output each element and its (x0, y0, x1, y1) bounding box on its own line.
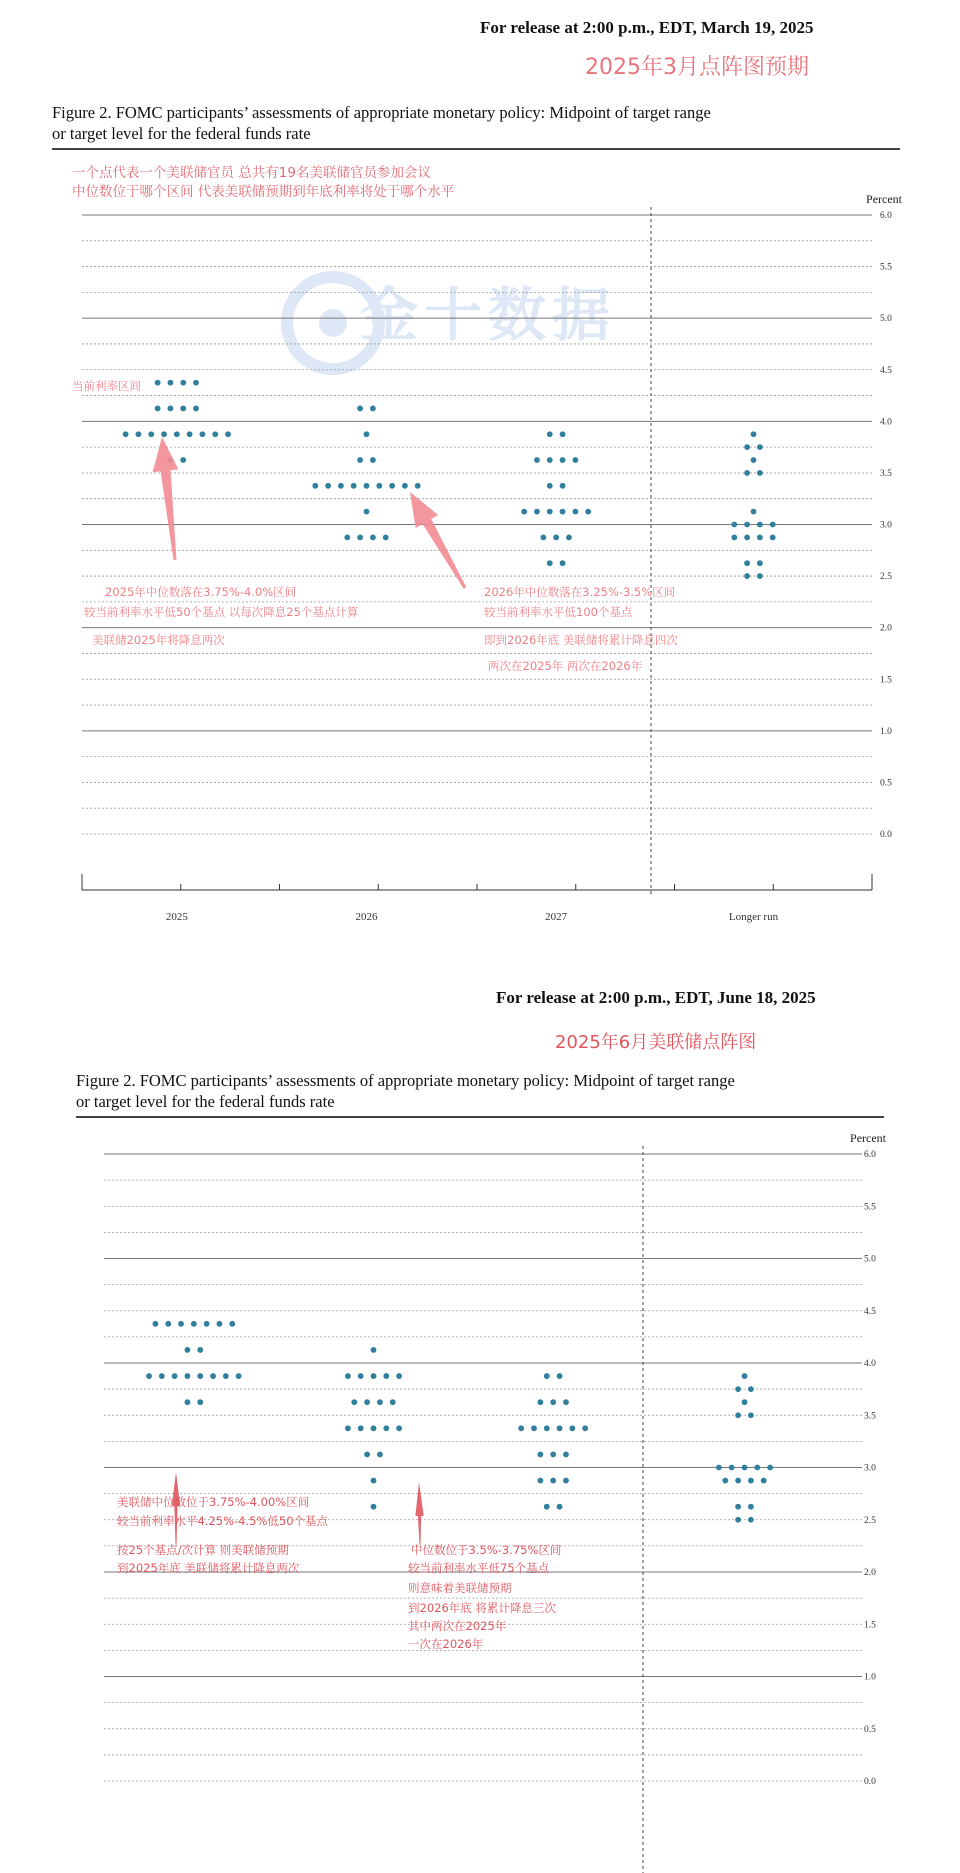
annotation-2026-line3: 即到2026年底 美联储将累计降息四次 (484, 633, 678, 647)
release-date: For release at 2:00 p.m., EDT, March 19, 2025 (480, 18, 814, 37)
panel-subtitle: 2025年6月美联储点阵图 (555, 1032, 757, 1053)
dot-2027 (550, 1399, 556, 1405)
dot-longer-run (757, 573, 763, 579)
dot-2026 (357, 534, 363, 540)
dot-2026 (383, 534, 389, 540)
dot-2025 (197, 1399, 203, 1405)
dot-2026 (364, 509, 370, 515)
annotation-2025-line4: 到2025年底 美联储将累计降息两次 (117, 1561, 300, 1575)
annotation-2025-line3: 按25个基点/次计算 则美联储预期 (117, 1543, 289, 1557)
dot-2026 (364, 1399, 370, 1405)
dot-2025 (155, 380, 161, 386)
dot-2027 (544, 1373, 550, 1379)
y-tick-label: 5.0 (864, 1254, 876, 1265)
dot-2027 (534, 509, 540, 515)
figure-title-line1: Figure 2. FOMC participants’ assessments of appropriate monetary policy: Midpoint of target range (76, 1071, 735, 1090)
y-tick-label: 3.0 (880, 520, 892, 531)
y-tick-label: 3.5 (880, 468, 892, 479)
annotation-2025-line1: 美联储中位数位于3.75%-4.00%区间 (117, 1495, 310, 1509)
annotation-2026-line3: 则意味着美联储预期 (408, 1581, 512, 1595)
dot-2025 (236, 1373, 242, 1379)
dot-longer-run (744, 573, 750, 579)
dot-longer-run (735, 1412, 741, 1418)
dot-2025 (187, 431, 193, 437)
x-category-label: 2026 (355, 911, 378, 923)
dot-2027 (560, 431, 566, 437)
y-tick-label: 2.0 (864, 1568, 876, 1578)
annotation-2025-line1: 2025年中位数落在3.75%-4.0%区间 (105, 585, 297, 599)
dot-longer-run (754, 1465, 760, 1471)
dot-longer-run (744, 470, 750, 476)
dot-2027 (521, 509, 527, 515)
dot-longer-run (742, 1373, 748, 1379)
dot-longer-run (748, 1386, 754, 1392)
dot-2027 (582, 1425, 588, 1431)
dot-longer-run (722, 1478, 728, 1484)
figure-title-line1: Figure 2. FOMC participants’ assessments of appropriate monetary policy: Midpoint of target range (52, 103, 711, 122)
annotation-current-rate: 当前利率区间 (72, 379, 141, 393)
dot-longer-run (729, 1465, 735, 1471)
dot-longer-run (731, 522, 737, 528)
dot-longer-run (748, 1517, 754, 1523)
june-2025-dot-plot-panel (0, 980, 960, 1873)
dot-2025 (172, 1373, 178, 1379)
dot-2026 (396, 1425, 402, 1431)
dot-longer-run (748, 1504, 754, 1510)
annotation-2026-line2: 较当前利率水平低75个基点 (408, 1561, 550, 1575)
y-tick-label: 4.0 (864, 1359, 876, 1369)
dot-2026 (390, 1399, 396, 1405)
dot-2025 (180, 457, 186, 463)
dot-2025 (225, 431, 231, 437)
y-axis-label: Percent (866, 192, 902, 206)
dot-2026 (371, 1347, 377, 1353)
dot-2027 (572, 457, 578, 463)
dot-longer-run (744, 444, 750, 450)
dot-2025 (191, 1321, 197, 1327)
dot-longer-run (748, 1412, 754, 1418)
y-tick-label: 5.0 (880, 314, 892, 325)
dot-2026 (377, 1452, 383, 1458)
dot-2027 (547, 509, 553, 515)
dot-2025 (178, 1321, 184, 1327)
y-tick-label: 2.0 (880, 623, 892, 634)
watermark-text: 金十数据 (360, 281, 617, 349)
dot-2027 (547, 457, 553, 463)
dot-2027 (518, 1425, 524, 1431)
x-category-label: 2025 (165, 911, 188, 923)
dot-2025 (174, 431, 180, 437)
y-tick-label: 6.0 (880, 211, 892, 221)
y-tick-label: 1.5 (864, 1620, 876, 1631)
y-tick-label: 1.0 (864, 1672, 876, 1683)
dot-2025 (165, 1321, 171, 1327)
dot-longer-run (751, 509, 757, 515)
dot-2026 (383, 1373, 389, 1379)
dot-2027 (544, 1425, 550, 1431)
dot-longer-run (751, 457, 757, 463)
dot-2027 (547, 483, 553, 489)
dot-2026 (370, 534, 376, 540)
figure-title-line2: or target level for the federal funds rate (52, 124, 311, 143)
dot-2026 (345, 1425, 351, 1431)
dot-2026 (364, 483, 370, 489)
dot-longer-run (744, 560, 750, 566)
dot-2026 (344, 534, 350, 540)
dot-plot-march-2025 (0, 0, 960, 930)
dot-2026 (325, 483, 331, 489)
dot-longer-run (757, 444, 763, 450)
panel-subtitle: 2025年3月点阵图预期 (585, 55, 809, 80)
y-tick-label: 1.0 (880, 726, 892, 737)
y-tick-label: 5.5 (880, 262, 892, 273)
annotation-2026-line4: 到2026年底 将累计降息三次 (408, 1601, 556, 1615)
dot-longer-run (757, 560, 763, 566)
y-tick-label: 6.0 (864, 1150, 876, 1160)
dot-2027 (572, 509, 578, 515)
y-tick-label: 3.5 (864, 1411, 876, 1422)
dot-longer-run (716, 1465, 722, 1471)
dot-2025 (212, 431, 218, 437)
dot-2027 (560, 457, 566, 463)
dot-longer-run (770, 522, 776, 528)
dot-2027 (557, 1373, 563, 1379)
dot-2025 (136, 431, 142, 437)
y-tick-label: 0.5 (864, 1724, 876, 1735)
dot-longer-run (744, 534, 750, 540)
dot-2027 (550, 1478, 556, 1484)
dot-2025 (210, 1373, 216, 1379)
y-tick-label: 4.5 (880, 365, 892, 376)
dot-2025 (193, 380, 199, 386)
dot-longer-run (757, 522, 763, 528)
dot-longer-run (735, 1386, 741, 1392)
dot-2025 (185, 1373, 191, 1379)
dot-2027 (560, 483, 566, 489)
dot-longer-run (761, 1478, 767, 1484)
y-tick-label: 1.5 (880, 675, 892, 686)
annotation-2025-line2: 较当前利率水平低50个基点 以每次降息25个基点计算 (84, 605, 359, 619)
dot-2026 (351, 483, 357, 489)
y-tick-label: 2.5 (864, 1515, 876, 1526)
dot-2027 (547, 560, 553, 566)
dot-2025 (146, 1373, 152, 1379)
intro-line1: 一个点代表一个美联储官员 总共有19名美联储官员参加会议 (72, 165, 431, 181)
x-category-label: 2027 (545, 911, 568, 923)
dot-2025 (193, 406, 199, 412)
dot-longer-run (742, 1399, 748, 1405)
dot-2025 (155, 406, 161, 412)
dot-2025 (168, 406, 174, 412)
dot-2025 (197, 1373, 203, 1379)
annotation-2026-line4: 两次在2025年 两次在2026年 (488, 659, 643, 673)
dot-2025 (197, 1347, 203, 1353)
dot-2025 (123, 431, 129, 437)
annotation-2026-line2: 较当前利率水平低100个基点 (484, 605, 633, 619)
dot-2026 (383, 1425, 389, 1431)
dot-longer-run (770, 534, 776, 540)
dot-2027 (563, 1452, 569, 1458)
y-axis-label: Percent (850, 1131, 886, 1145)
dot-longer-run (735, 1478, 741, 1484)
dot-2025 (153, 1321, 159, 1327)
dot-2026 (377, 1399, 383, 1405)
dot-longer-run (748, 1478, 754, 1484)
intro-line2: 中位数位于哪个区间 代表美联储预期到年底利率将处于哪个水平 (72, 184, 455, 200)
y-tick-label: 4.5 (864, 1306, 876, 1317)
dot-2025 (204, 1321, 210, 1327)
dot-2025 (148, 431, 154, 437)
dot-2026 (371, 1425, 377, 1431)
dot-2027 (553, 534, 559, 540)
dot-2025 (200, 431, 206, 437)
dot-2026 (358, 1373, 364, 1379)
dot-2026 (351, 1399, 357, 1405)
dot-2026 (357, 406, 363, 412)
dot-2027 (557, 1504, 563, 1510)
annotation-2026-line6: 一次在2026年 (408, 1637, 484, 1651)
dot-2025 (180, 380, 186, 386)
dot-2027 (550, 1452, 556, 1458)
dot-2026 (376, 483, 382, 489)
x-category-label: Longer run (728, 911, 779, 923)
y-tick-label: 3.0 (864, 1463, 876, 1474)
dot-longer-run (731, 534, 737, 540)
dot-2027 (563, 1399, 569, 1405)
dot-2027 (540, 534, 546, 540)
dot-2026 (396, 1373, 402, 1379)
dot-longer-run (744, 522, 750, 528)
dot-longer-run (757, 534, 763, 540)
dot-longer-run (735, 1517, 741, 1523)
dot-2026 (389, 483, 395, 489)
dot-2027 (534, 457, 540, 463)
dot-longer-run (751, 431, 757, 437)
dot-2025 (168, 380, 174, 386)
dot-2026 (370, 457, 376, 463)
y-tick-label: 0.0 (864, 1777, 876, 1787)
dot-2026 (364, 431, 370, 437)
dot-2026 (371, 1504, 377, 1510)
dot-2027 (531, 1425, 537, 1431)
dot-2026 (312, 483, 318, 489)
figure-title-line2: or target level for the federal funds rate (76, 1092, 335, 1111)
dot-2025 (185, 1347, 191, 1353)
dot-2027 (547, 431, 553, 437)
dot-2026 (345, 1373, 351, 1379)
dot-longer-run (757, 470, 763, 476)
dot-plot-june-2025 (0, 980, 960, 1873)
dot-2026 (371, 1373, 377, 1379)
annotation-2026-line5: 其中两次在2025年 (408, 1619, 507, 1633)
annotation-arrow-2026 (415, 1482, 423, 1545)
dot-2026 (357, 457, 363, 463)
y-tick-label: 2.5 (880, 572, 892, 583)
dot-2025 (223, 1373, 229, 1379)
annotation-2026-line1: 中位数位于3.5%-3.75%区间 (411, 1543, 562, 1557)
annotation-2025-line3: 美联储2025年将降息两次 (92, 633, 225, 647)
dot-longer-run (742, 1465, 748, 1471)
dot-2027 (560, 509, 566, 515)
dot-2027 (557, 1425, 563, 1431)
dot-longer-run (735, 1504, 741, 1510)
annotation-2025-line2: 较当前利率水平4.25%-4.5%低50个基点 (117, 1514, 329, 1528)
march-2025-dot-plot-panel (0, 0, 960, 930)
dot-2025 (229, 1321, 235, 1327)
dot-2026 (415, 483, 421, 489)
dot-2026 (358, 1425, 364, 1431)
dot-2027 (544, 1504, 550, 1510)
dot-2026 (364, 1452, 370, 1458)
dot-2025 (161, 431, 167, 437)
dot-2026 (338, 483, 344, 489)
dot-2025 (185, 1399, 191, 1405)
dot-2025 (217, 1321, 223, 1327)
annotation-arrow-2026 (410, 492, 466, 589)
release-date: For release at 2:00 p.m., EDT, June 18, 2025 (496, 988, 816, 1007)
annotation-2026-line1: 2026年中位数落在3.25%-3.5%区间 (484, 585, 676, 599)
y-tick-label: 5.5 (864, 1202, 876, 1213)
dot-2026 (402, 483, 408, 489)
y-tick-label: 4.0 (880, 417, 892, 428)
dot-2026 (371, 1478, 377, 1484)
dot-2027 (537, 1399, 543, 1405)
dot-2026 (370, 406, 376, 412)
dot-longer-run (767, 1465, 773, 1471)
dot-2027 (566, 534, 572, 540)
y-tick-label: 0.0 (880, 830, 892, 840)
dot-2027 (537, 1452, 543, 1458)
dot-2025 (180, 406, 186, 412)
y-tick-label: 0.5 (880, 778, 892, 789)
dot-2027 (585, 509, 591, 515)
dot-2027 (569, 1425, 575, 1431)
dot-2027 (537, 1478, 543, 1484)
dot-2025 (159, 1373, 165, 1379)
dot-2027 (563, 1478, 569, 1484)
dot-2027 (560, 560, 566, 566)
